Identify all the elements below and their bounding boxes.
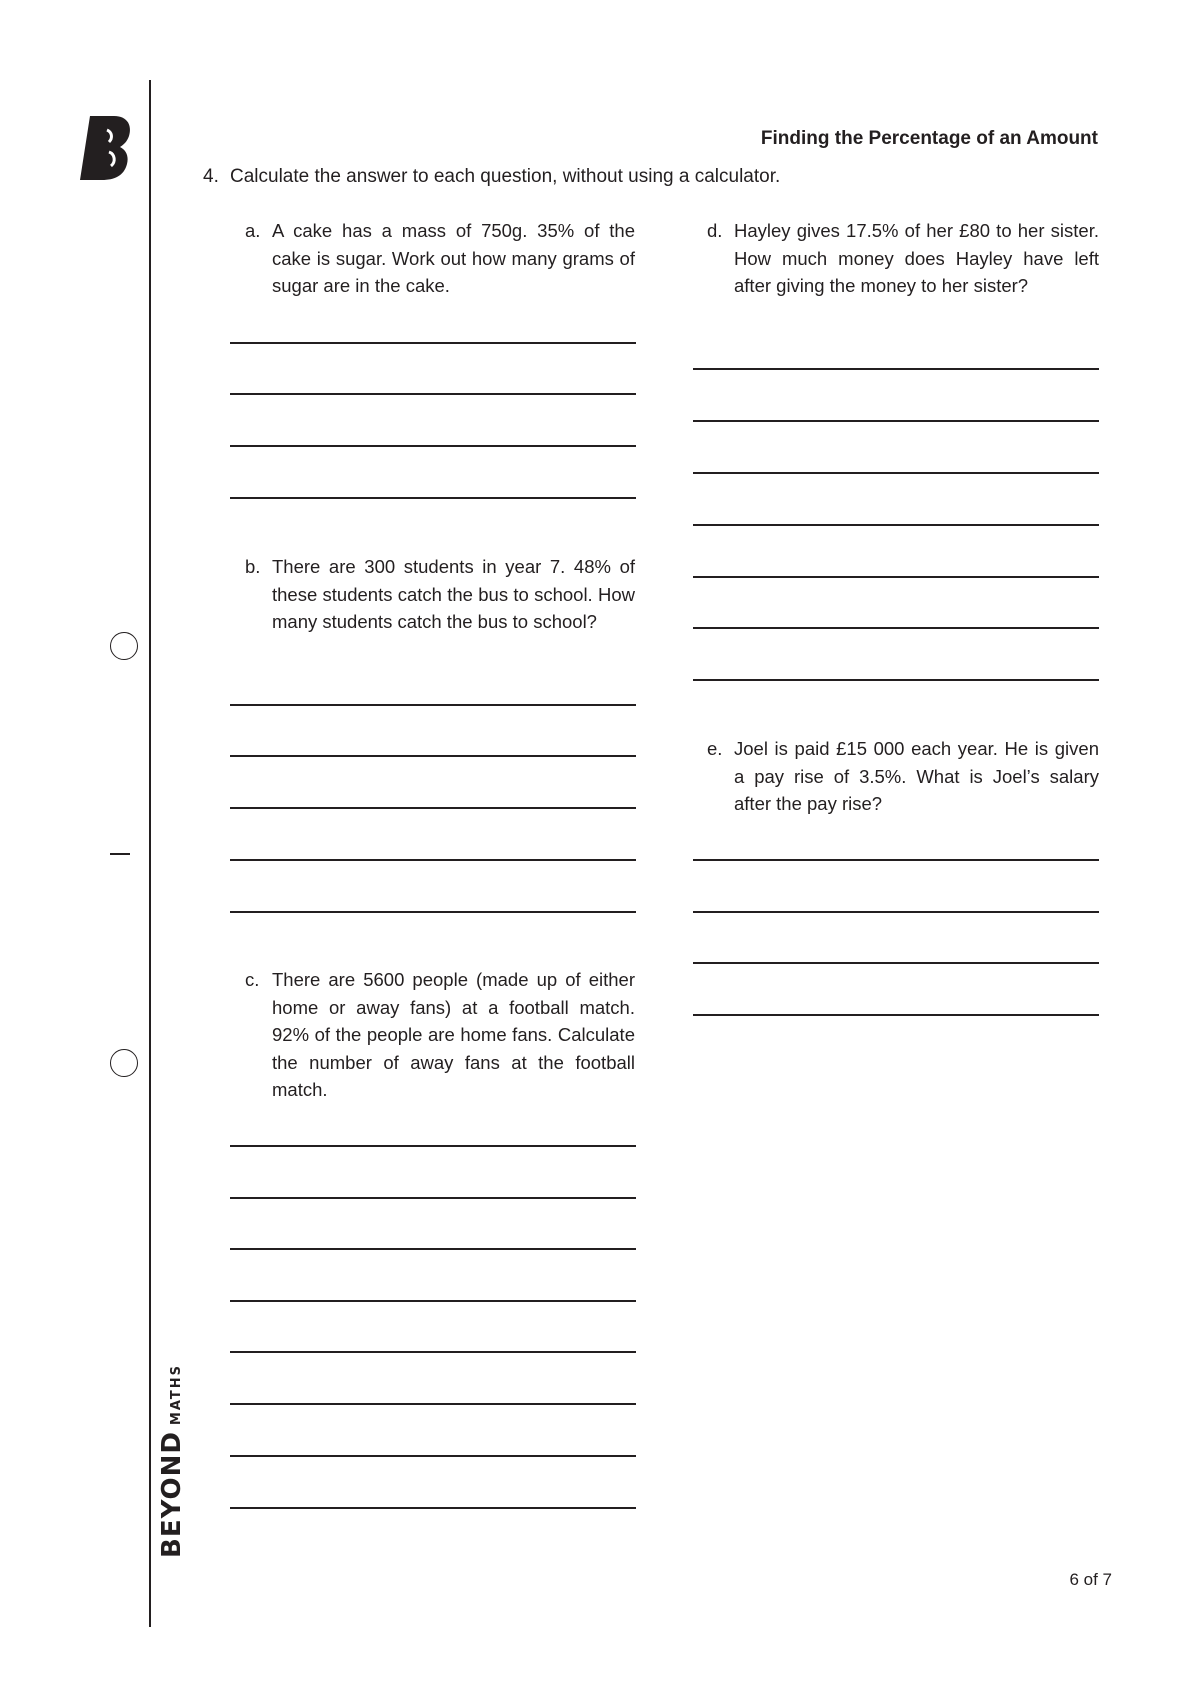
- answer-line[interactable]: [230, 497, 636, 499]
- answer-line[interactable]: [230, 1403, 636, 1405]
- answer-line[interactable]: [693, 576, 1099, 578]
- answer-line[interactable]: [693, 420, 1099, 422]
- answer-line[interactable]: [230, 1145, 636, 1147]
- answer-line[interactable]: [693, 472, 1099, 474]
- answer-line[interactable]: [693, 962, 1099, 964]
- punch-hole-icon: [110, 632, 138, 660]
- subquestion-e: [707, 735, 1099, 825]
- subquestion-a: [245, 217, 635, 307]
- fold-mark: [110, 853, 130, 855]
- answer-line[interactable]: [230, 755, 636, 757]
- question-instruction: Calculate the answer to each question, without using a calculator.: [230, 166, 781, 187]
- subquestion-text: A cake has a mass of 750g. 35% of the cake is sugar. Work out how many grams of sugar are in the cake.: [272, 220, 635, 296]
- beyond-logo-icon: [80, 116, 132, 180]
- subquestion-c: [245, 966, 635, 1106]
- answer-line[interactable]: [230, 1300, 636, 1302]
- answer-line[interactable]: [230, 393, 636, 395]
- subquestion-d: [707, 217, 1099, 332]
- subquestion-text: Hayley gives 17.5% of her £80 to her sister. How much money does Hayley have left after giving the money to her sister?: [734, 220, 1099, 296]
- subquestion-text: There are 300 students in year 7. 48% of these students catch the bus to school. How many students catch the bus to school?: [272, 556, 635, 632]
- brand-sub: MATHS: [169, 1363, 184, 1426]
- subquestion-letter: c.: [245, 969, 260, 990]
- answer-line[interactable]: [230, 1455, 636, 1457]
- punch-hole-icon: [110, 1049, 138, 1077]
- brand-word: BEYOND: [157, 1431, 187, 1558]
- answer-line[interactable]: [693, 627, 1099, 629]
- answer-line[interactable]: [693, 524, 1099, 526]
- answer-line[interactable]: [230, 1248, 636, 1250]
- subquestion-letter: b.: [245, 556, 261, 577]
- answer-line[interactable]: [693, 1014, 1099, 1016]
- answer-line[interactable]: [230, 342, 636, 344]
- answer-line[interactable]: [230, 1197, 636, 1199]
- answer-line[interactable]: [230, 1351, 636, 1353]
- brand-wordmark: [157, 1338, 187, 1558]
- answer-line[interactable]: [693, 911, 1099, 913]
- answer-line[interactable]: [230, 911, 636, 913]
- subquestion-text: There are 5600 people (made up of either home or away fans) at a football match. 92% of the people are home fans. Calculate the number of away fans at the football match.: [272, 969, 635, 1100]
- margin-rule: [149, 80, 151, 1627]
- answer-line[interactable]: [230, 1507, 636, 1509]
- subquestion-letter: a.: [245, 220, 261, 241]
- subquestion-letter: e.: [707, 738, 723, 759]
- subquestion-letter: d.: [707, 220, 723, 241]
- answer-line[interactable]: [693, 679, 1099, 681]
- answer-line[interactable]: [230, 859, 636, 861]
- answer-line[interactable]: [693, 859, 1099, 861]
- page-title: Finding the Percentage of an Amount: [760, 128, 1098, 149]
- question-number: 4.: [203, 166, 219, 187]
- page-number: 6 of 7: [1069, 1570, 1112, 1589]
- answer-line[interactable]: [230, 807, 636, 809]
- answer-line[interactable]: [230, 445, 636, 447]
- subquestion-text: Joel is paid £15 000 each year. He is given a pay rise of 3.5%. What is Joel’s salary after the pay rise?: [734, 738, 1099, 814]
- subquestion-b: [245, 553, 635, 668]
- answer-line[interactable]: [230, 704, 636, 706]
- answer-line[interactable]: [693, 368, 1099, 370]
